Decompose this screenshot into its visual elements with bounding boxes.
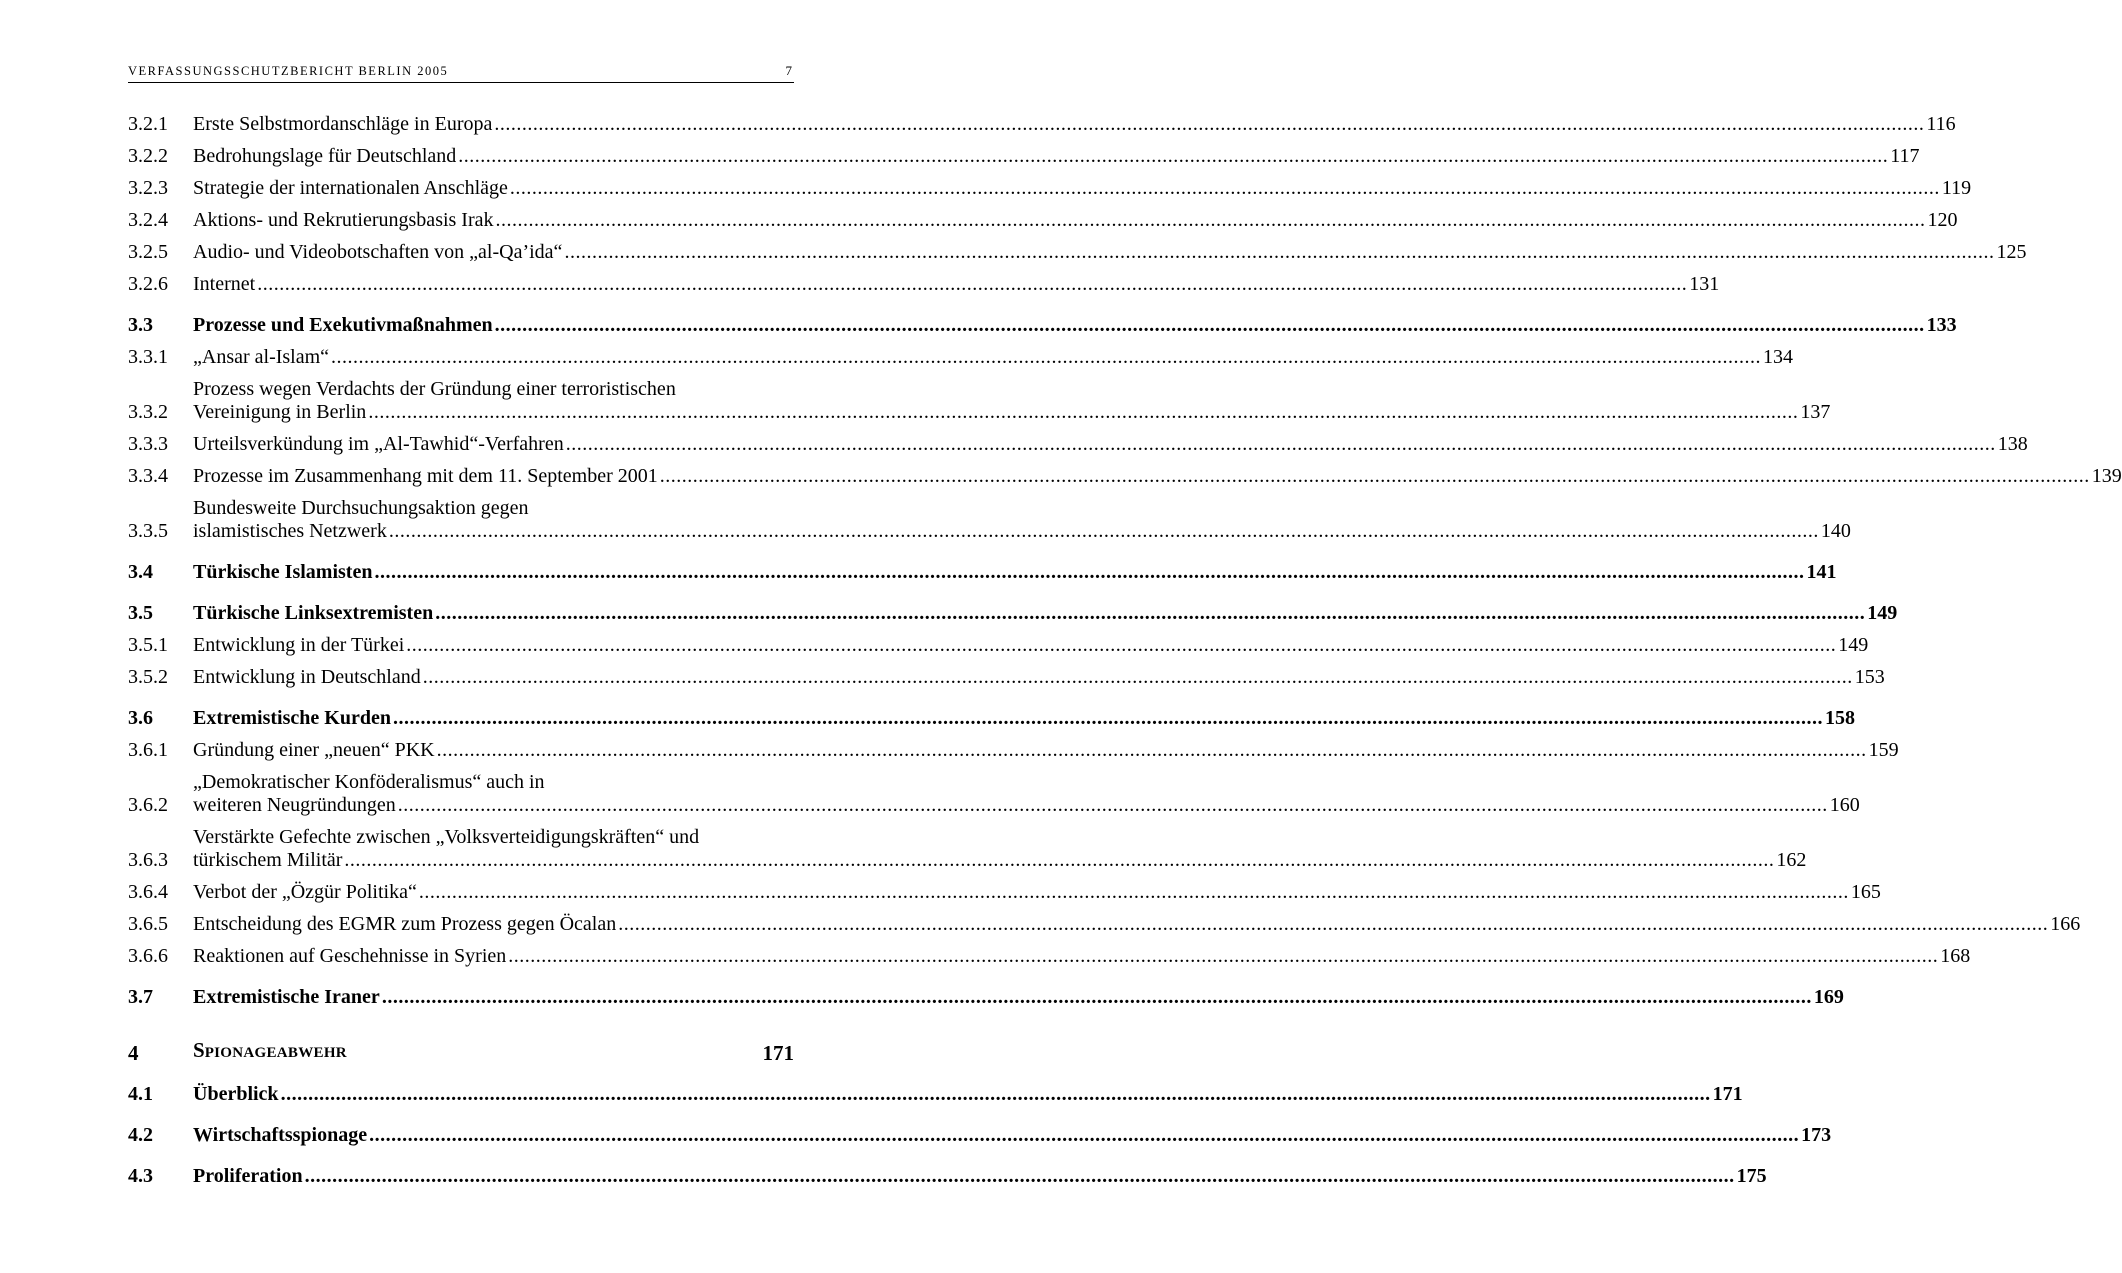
- toc-entry-body: [193, 497, 1851, 543]
- toc-entry-title: Entwicklung in Deutschland: [193, 666, 421, 688]
- toc-entry-number: 3.2.5: [128, 241, 168, 263]
- toc-entry-title: „Ansar al-Islam“: [193, 346, 330, 368]
- toc-entry-title: Prozesse und Exekutivmaßnahmen: [193, 314, 493, 336]
- toc-entry[interactable]: [128, 465, 2122, 488]
- toc-entry-body: [193, 666, 1885, 689]
- toc-entry-body: [193, 945, 1971, 968]
- toc-entry-page: 116: [1926, 113, 1956, 135]
- dot-leader: ....................................................................................................................................................................................................................................................................: [304, 1165, 1735, 1187]
- toc-entry-body: [193, 177, 1972, 200]
- dot-leader: ....................................................................................................................................................................................................................................................................: [435, 602, 1866, 624]
- toc-entry-number: 3.4: [128, 561, 153, 583]
- toc-entry-number: 3.7: [128, 986, 153, 1008]
- toc-entry-page: 125: [1996, 241, 2027, 263]
- dot-leader: ....................................................................................................................................................................................................................................................................: [344, 849, 1775, 871]
- toc-entry-title: Prozesse im Zusammenhang mit dem 11. September 2001: [193, 465, 658, 487]
- dot-leader: ....................................................................................................................................................................................................................................................................: [436, 739, 1867, 761]
- toc-entry-page: 158: [1824, 707, 1855, 729]
- dot-leader: ....................................................................................................................................................................................................................................................................: [280, 1083, 1711, 1105]
- toc-entry-number: 3.6.2: [128, 794, 168, 816]
- toc-entry-number: 3.6.4: [128, 881, 168, 903]
- toc-entry-page: 160: [1829, 794, 1860, 816]
- toc-entry[interactable]: [128, 826, 1807, 872]
- toc-entry-number: 3.5: [128, 602, 153, 624]
- toc-entry-body: [193, 561, 1837, 584]
- toc-entry[interactable]: [128, 346, 1794, 369]
- toc-entry-number: 3.5.2: [128, 666, 168, 688]
- toc-entry-page: 137: [1800, 401, 1831, 423]
- toc-entry[interactable]: [128, 739, 1899, 762]
- toc-entry[interactable]: [128, 273, 1720, 296]
- toc-entry-title: Vereinigung in Berlin: [193, 401, 367, 423]
- toc-entry-body: [193, 145, 1920, 168]
- toc-entry-line2: [193, 849, 1807, 872]
- toc-entry-title-line1: Verstärkte Gefechte zwischen „Volksverteidigungskräften“ und: [193, 826, 700, 848]
- toc-entry-title-line1: „Demokratischer Konföderalismus“ auch in: [193, 771, 545, 793]
- toc-entry-number: 3.2.1: [128, 113, 168, 135]
- toc-entry-page: 149: [1867, 602, 1898, 624]
- toc-entry-page: 141: [1806, 561, 1837, 583]
- dot-leader: ....................................................................................................................................................................................................................................................................: [257, 273, 1688, 295]
- toc-entry[interactable]: [128, 561, 1837, 584]
- toc-chapter[interactable]: [128, 1039, 794, 1065]
- toc-entry-number: 3.5.1: [128, 634, 168, 656]
- toc-entry-number: 4: [128, 1041, 139, 1065]
- dot-leader: ....................................................................................................................................................................................................................................................................: [618, 913, 2049, 935]
- toc-entry-title: Strategie der internationalen Anschläge: [193, 177, 508, 199]
- toc-entry-page: 169: [1813, 986, 1844, 1008]
- dot-leader: ....................................................................................................................................................................................................................................................................: [495, 209, 1926, 231]
- toc-entry[interactable]: [128, 771, 1860, 817]
- toc-entry-page: 171: [1712, 1083, 1743, 1105]
- toc-entry-title: Türkische Linksextremisten: [193, 602, 434, 624]
- toc-entry-title: Entscheidung des EGMR zum Prozess gegen Öcalan: [193, 913, 617, 935]
- toc-entry-page: 120: [1927, 209, 1958, 231]
- toc-entry-body: [193, 433, 2028, 456]
- toc-entry-page: 159: [1868, 739, 1899, 761]
- toc-entry-body: [193, 314, 1957, 337]
- toc-entry-title: Gründung einer „neuen“ PKK: [193, 739, 435, 761]
- toc-entry-body: [193, 465, 2122, 488]
- toc-entry-body: [193, 707, 1855, 730]
- toc-entry[interactable]: [128, 881, 1881, 904]
- toc-entry-body: [193, 986, 1844, 1009]
- toc-entry[interactable]: [128, 177, 1972, 200]
- toc-entry[interactable]: [128, 666, 1885, 689]
- chapter-title-initial: S: [193, 1038, 205, 1062]
- toc-entry-body: [193, 739, 1899, 762]
- toc-entry-number: 3.6.1: [128, 739, 168, 761]
- toc-entry[interactable]: [128, 145, 1920, 168]
- toc-entry-body: [193, 1039, 794, 1065]
- toc-entry-title-line1: Bundesweite Durchsuchungsaktion gegen: [193, 497, 529, 519]
- toc-entry[interactable]: [128, 634, 1869, 657]
- toc-entry-page: 149: [1838, 634, 1869, 656]
- dot-leader: ....................................................................................................................................................................................................................................................................: [369, 1124, 1800, 1146]
- toc-entry-page: 139: [2091, 465, 2122, 487]
- page-header: [128, 62, 794, 83]
- table-of-contents: [128, 104, 2122, 1188]
- toc-entry-body: [193, 881, 1881, 904]
- toc-entry-title: Aktions- und Rekrutierungsbasis Irak: [193, 209, 494, 231]
- toc-entry-title: Urteilsverkündung im „Al-Tawhid“-Verfahren: [193, 433, 564, 455]
- dot-leader: ....................................................................................................................................................................................................................................................................: [458, 145, 1889, 167]
- toc-entry-body: [193, 771, 1860, 817]
- toc-entry-number: 3.3.3: [128, 433, 168, 455]
- dot-leader: ....................................................................................................................................................................................................................................................................: [509, 177, 1940, 199]
- toc-entry-number: 3.2.6: [128, 273, 168, 295]
- dot-leader: ....................................................................................................................................................................................................................................................................: [659, 465, 2090, 487]
- toc-entry-page: 168: [1940, 945, 1971, 967]
- toc-entry-number: 4.3: [128, 1165, 153, 1187]
- toc-entry[interactable]: [128, 602, 1898, 625]
- dot-leader: ....................................................................................................................................................................................................................................................................: [406, 634, 1837, 656]
- toc-entry-body: [193, 113, 1956, 136]
- toc-entry-page: 140: [1820, 520, 1851, 542]
- toc-entry-body: [193, 209, 1958, 232]
- dot-leader: ....................................................................................................................................................................................................................................................................: [381, 986, 1812, 1008]
- toc-entry[interactable]: [128, 913, 2081, 936]
- running-title: VERFASSUNGSSCHUTZBERICHT BERLIN 2005: [128, 64, 449, 78]
- toc-entry-body: [193, 826, 1807, 872]
- toc-entry-number: 3.2.2: [128, 145, 168, 167]
- toc-entry[interactable]: [128, 497, 1851, 543]
- toc-entry-number: 3.6.6: [128, 945, 168, 967]
- toc-entry-page: 138: [1997, 433, 2028, 455]
- toc-entry-line2: [193, 401, 1831, 424]
- toc-entry-page: 171: [762, 1041, 794, 1065]
- toc-chapter-title: [193, 1039, 347, 1065]
- chapter-title-rest: PIONAGEABWEHR: [204, 1045, 347, 1061]
- dot-leader: ....................................................................................................................................................................................................................................................................: [392, 707, 1823, 729]
- toc-entry-title: Wirtschaftsspionage: [193, 1124, 368, 1146]
- toc-entry[interactable]: [128, 113, 1956, 136]
- toc-entry-page: 117: [1890, 145, 1920, 167]
- dot-leader: ....................................................................................................................................................................................................................................................................: [397, 794, 1828, 816]
- toc-entry-title: Bedrohungslage für Deutschland: [193, 145, 457, 167]
- toc-entry-page: 175: [1736, 1165, 1767, 1187]
- toc-entry-page: 131: [1689, 273, 1720, 295]
- toc-entry-title: Proliferation: [193, 1165, 303, 1187]
- toc-entry-number: 3.6.5: [128, 913, 168, 935]
- toc-entry-title-line1: Prozess wegen Verdachts der Gründung einer terroristischen: [193, 378, 676, 400]
- toc-entry-number: 4.2: [128, 1124, 153, 1146]
- toc-entry[interactable]: [128, 707, 1855, 730]
- toc-entry[interactable]: [128, 1124, 1832, 1147]
- toc-entry-title: Internet: [193, 273, 256, 295]
- toc-entry-title: Reaktionen auf Geschehnisse in Syrien: [193, 945, 507, 967]
- toc-entry-title: Extremistische Kurden: [193, 707, 391, 729]
- toc-entry-page: 173: [1801, 1124, 1832, 1146]
- toc-entry-number: 3.6.3: [128, 849, 168, 871]
- toc-entry-page: 134: [1763, 346, 1794, 368]
- dot-leader: ....................................................................................................................................................................................................................................................................: [422, 666, 1853, 688]
- toc-entry-title: Extremistische Iraner: [193, 986, 380, 1008]
- toc-entry-page: 153: [1854, 666, 1885, 688]
- toc-entry-title: Überblick: [193, 1083, 279, 1105]
- dot-leader: ....................................................................................................................................................................................................................................................................: [368, 401, 1799, 423]
- toc-entry[interactable]: [128, 945, 1971, 968]
- dot-leader: ....................................................................................................................................................................................................................................................................: [565, 433, 1996, 455]
- dot-leader: ....................................................................................................................................................................................................................................................................: [388, 520, 1819, 542]
- toc-entry-title: Türkische Islamisten: [193, 561, 373, 583]
- dot-leader: ....................................................................................................................................................................................................................................................................: [374, 561, 1805, 583]
- toc-entry-line2: [193, 794, 1860, 817]
- toc-entry-body: [193, 634, 1869, 657]
- toc-entry-body: [193, 273, 1720, 296]
- toc-entry[interactable]: [128, 433, 2028, 456]
- toc-entry-body: [193, 1165, 1767, 1188]
- dot-leader: ....................................................................................................................................................................................................................................................................: [494, 314, 1925, 336]
- toc-entry[interactable]: [128, 209, 1958, 232]
- toc-entry[interactable]: [128, 378, 1831, 424]
- toc-entry-number: 3.3: [128, 314, 153, 336]
- toc-entry[interactable]: [128, 241, 2027, 264]
- toc-entry-title: Verbot der „Özgür Politika“: [193, 881, 417, 903]
- toc-entry-line2: [193, 520, 1851, 543]
- toc-entry[interactable]: [128, 314, 1957, 337]
- toc-entry-body: [193, 346, 1794, 369]
- toc-entry-page: 119: [1941, 177, 1972, 199]
- toc-entry-number: 3.3.2: [128, 401, 168, 423]
- toc-entry-page: 165: [1850, 881, 1881, 903]
- toc-entry-title: türkischem Militär: [193, 849, 343, 871]
- toc-entry-number: 3.6: [128, 707, 153, 729]
- toc-entry[interactable]: [128, 986, 1844, 1009]
- toc-entry-body: [193, 378, 1831, 424]
- toc-entry-body: [193, 913, 2081, 936]
- toc-entry[interactable]: [128, 1083, 1743, 1106]
- toc-entry[interactable]: [128, 1165, 1767, 1188]
- dot-leader: ....................................................................................................................................................................................................................................................................: [564, 241, 1995, 263]
- toc-entry-title: Erste Selbstmordanschläge in Europa: [193, 113, 493, 135]
- toc-entry-number: 3.3.4: [128, 465, 168, 487]
- toc-entry-number: 3.2.4: [128, 209, 168, 231]
- toc-entry-body: [193, 241, 2027, 264]
- toc-entry-body: [193, 1124, 1832, 1147]
- dot-leader: ....................................................................................................................................................................................................................................................................: [418, 881, 1849, 903]
- toc-entry-number: 4.1: [128, 1083, 153, 1105]
- toc-entry-number: 3.2.3: [128, 177, 168, 199]
- toc-entry-body: [193, 602, 1898, 625]
- toc-entry-title: Entwicklung in der Türkei: [193, 634, 405, 656]
- toc-entry-page: 133: [1926, 314, 1957, 336]
- toc-entry-page: 166: [2050, 913, 2081, 935]
- page-number: 7: [785, 63, 792, 78]
- toc-entry-number: 3.3.1: [128, 346, 168, 368]
- toc-entry-title: weiteren Neugründungen: [193, 794, 396, 816]
- toc-entry-number: 3.3.5: [128, 520, 168, 542]
- dot-leader: ....................................................................................................................................................................................................................................................................: [494, 113, 1925, 135]
- toc-entry-title: islamistisches Netzwerk: [193, 520, 387, 542]
- toc-entry-page: 162: [1776, 849, 1807, 871]
- toc-entry-body: [193, 1083, 1743, 1106]
- dot-leader: ....................................................................................................................................................................................................................................................................: [331, 346, 1762, 368]
- toc-entry-title: Audio- und Videobotschaften von „al-Qa’ida“: [193, 241, 563, 263]
- dot-leader: ....................................................................................................................................................................................................................................................................: [508, 945, 1939, 967]
